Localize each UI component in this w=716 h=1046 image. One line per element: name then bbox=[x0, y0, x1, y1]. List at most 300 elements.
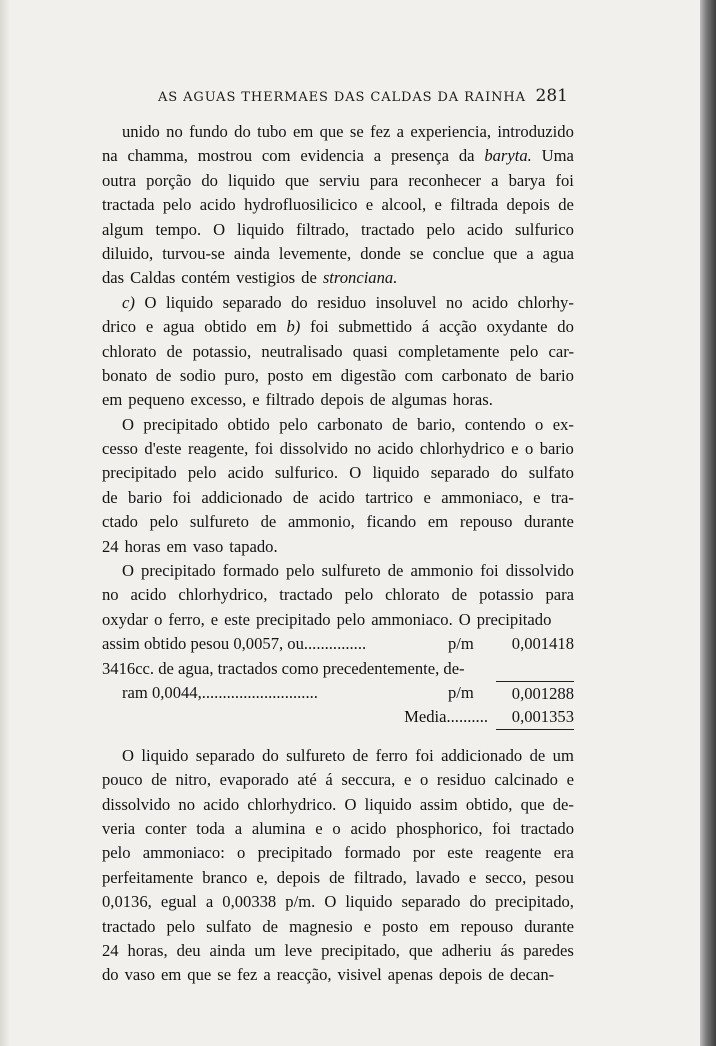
word: que bbox=[408, 940, 433, 960]
word: tractado bbox=[279, 585, 333, 605]
word: obtido bbox=[204, 317, 247, 337]
word: ctado bbox=[102, 512, 138, 532]
word: acido bbox=[318, 487, 355, 507]
word: ammoniaco. bbox=[371, 609, 453, 629]
word: liquido bbox=[345, 892, 393, 912]
word: de bbox=[262, 916, 279, 936]
word: para bbox=[369, 170, 399, 190]
word: de bbox=[488, 965, 504, 985]
text-line bbox=[102, 437, 574, 461]
text-line bbox=[102, 120, 574, 144]
word: O bbox=[122, 745, 134, 765]
word: evaporado bbox=[219, 770, 289, 790]
word: pelo bbox=[166, 916, 196, 936]
word: ás bbox=[500, 940, 515, 960]
word: ferro, bbox=[168, 609, 205, 629]
text-line bbox=[102, 768, 574, 792]
word: foi bbox=[254, 439, 274, 459]
word: separado bbox=[222, 292, 282, 312]
word: toda bbox=[196, 818, 225, 838]
word: O bbox=[144, 292, 157, 312]
word: e bbox=[365, 195, 374, 215]
word: drico bbox=[102, 317, 137, 337]
word: formado bbox=[222, 561, 279, 581]
page-edge-shadow bbox=[700, 0, 716, 1046]
word: a bbox=[234, 818, 243, 838]
word: precipitado bbox=[255, 609, 331, 629]
word: presença bbox=[390, 146, 449, 166]
word: a bbox=[491, 170, 499, 190]
word: com bbox=[404, 365, 434, 385]
word: pequeno bbox=[128, 390, 185, 410]
word: contendo bbox=[464, 414, 526, 434]
text-line bbox=[102, 388, 574, 412]
word: era bbox=[553, 843, 574, 863]
word: potassio bbox=[479, 585, 534, 605]
word: stronciana. bbox=[322, 268, 398, 288]
word: um bbox=[552, 745, 574, 765]
word: acido bbox=[130, 585, 167, 605]
media-label: Media.......... bbox=[404, 707, 488, 727]
word: quasi bbox=[352, 341, 388, 361]
page-number: 281 bbox=[535, 86, 568, 106]
word: 24 bbox=[102, 536, 119, 556]
measurement-intro-text: 3416cc. de agua, tractados como precedentemente, de- bbox=[102, 658, 465, 678]
word: repouso bbox=[459, 512, 513, 532]
word: O bbox=[458, 609, 471, 629]
word: secco, bbox=[485, 867, 527, 887]
word: em bbox=[311, 365, 333, 385]
word: pelo bbox=[336, 609, 366, 629]
word: visivel bbox=[337, 965, 382, 985]
word: sulfato bbox=[528, 463, 574, 483]
word: tractado bbox=[361, 219, 415, 239]
word: chamma, bbox=[127, 146, 188, 166]
word: e bbox=[315, 818, 323, 838]
word: precipitado bbox=[257, 843, 333, 863]
word: 0,00338 bbox=[222, 892, 277, 912]
measurement-value: 0,001418 bbox=[511, 634, 574, 654]
word: 24 bbox=[102, 940, 119, 960]
word: acido bbox=[199, 195, 236, 215]
word: potassio, bbox=[192, 341, 252, 361]
word: de bbox=[387, 561, 404, 581]
word: contém bbox=[181, 268, 231, 288]
word: tra- bbox=[550, 487, 574, 507]
word: precipitado bbox=[476, 609, 552, 629]
word: e bbox=[566, 770, 574, 790]
word: a bbox=[526, 243, 534, 263]
word: pelo bbox=[279, 414, 308, 434]
word: pelo bbox=[426, 219, 456, 239]
word: do bbox=[291, 292, 308, 312]
word: tartrico bbox=[365, 487, 414, 507]
word: este bbox=[447, 843, 474, 863]
word: reconhecer bbox=[408, 170, 482, 190]
word: barya bbox=[508, 170, 546, 190]
word: para bbox=[545, 585, 574, 605]
word: precipitado bbox=[141, 561, 216, 581]
word: branco bbox=[202, 867, 248, 887]
word: bario bbox=[539, 365, 574, 385]
word: puro, bbox=[224, 365, 259, 385]
word: de bbox=[155, 365, 172, 385]
word: addicionado bbox=[441, 745, 523, 765]
word: dissolvido bbox=[505, 561, 574, 581]
word: das bbox=[102, 268, 125, 288]
word: addicionado bbox=[201, 487, 283, 507]
word: o bbox=[332, 818, 341, 838]
word: em bbox=[429, 916, 450, 936]
word: digestão bbox=[340, 365, 397, 385]
word: ammoniaco, bbox=[441, 487, 523, 507]
word: apenas bbox=[387, 965, 433, 985]
word: de bbox=[451, 585, 468, 605]
word: da bbox=[458, 146, 475, 166]
word: pelo bbox=[187, 463, 217, 483]
word: evidencia bbox=[300, 146, 364, 166]
word: cesso bbox=[102, 439, 138, 459]
word: do bbox=[102, 965, 119, 985]
word: horas. bbox=[452, 390, 493, 410]
word: mostrou bbox=[197, 146, 253, 166]
word: tractado bbox=[102, 916, 156, 936]
word: assim bbox=[419, 794, 458, 814]
word: submettido bbox=[338, 317, 413, 337]
text-line bbox=[102, 242, 574, 266]
word: formado bbox=[344, 843, 401, 863]
word: dissolvido bbox=[102, 794, 171, 814]
word: tubo bbox=[257, 122, 287, 141]
word: filtrado bbox=[265, 390, 315, 410]
word: vestigios bbox=[236, 268, 296, 288]
measurement-row-2 bbox=[102, 681, 574, 705]
word: e bbox=[145, 317, 154, 337]
word: sulfurico bbox=[514, 219, 574, 239]
word: em bbox=[292, 122, 314, 141]
word: residuo bbox=[317, 292, 367, 312]
word: filtrado, bbox=[296, 219, 350, 239]
word: acido bbox=[377, 439, 414, 459]
word: ex- bbox=[552, 414, 574, 434]
text-line bbox=[102, 169, 574, 193]
word: chlorato bbox=[385, 585, 440, 605]
word: Uma bbox=[541, 146, 574, 166]
word: em bbox=[166, 536, 187, 556]
word: hydrofluosilicico bbox=[244, 195, 358, 215]
word: de bbox=[369, 390, 386, 410]
text-line bbox=[102, 890, 574, 914]
word: o bbox=[237, 843, 246, 863]
word: algum bbox=[102, 219, 144, 239]
word: na bbox=[102, 146, 118, 166]
word: o bbox=[535, 414, 544, 434]
word: vaso bbox=[124, 965, 156, 985]
word: separado bbox=[195, 745, 255, 765]
word: reagente bbox=[485, 843, 542, 863]
text-line bbox=[102, 841, 574, 865]
word: do bbox=[500, 463, 518, 483]
word: bario bbox=[128, 487, 163, 507]
text-line bbox=[102, 193, 574, 217]
word: pelo bbox=[102, 843, 131, 863]
word: acido bbox=[467, 219, 503, 239]
word: depois bbox=[276, 867, 321, 887]
word: c) bbox=[122, 292, 135, 312]
word: chlorhy- bbox=[517, 292, 574, 312]
media-row bbox=[102, 705, 574, 729]
word: diluido, bbox=[102, 243, 154, 263]
word: durante bbox=[524, 916, 574, 936]
word: O bbox=[324, 892, 337, 912]
page-header bbox=[158, 86, 568, 110]
word: precipitado, bbox=[495, 892, 574, 912]
word: pelo bbox=[344, 585, 374, 605]
word: que bbox=[493, 243, 518, 263]
word: algumas bbox=[391, 390, 447, 410]
word: serviu bbox=[319, 170, 360, 190]
word: de bbox=[301, 268, 317, 288]
text-line bbox=[102, 510, 574, 534]
word: filtrada bbox=[450, 195, 499, 215]
word: e bbox=[363, 916, 372, 936]
text-line bbox=[102, 413, 574, 437]
word: introduzido bbox=[497, 122, 574, 141]
word: no bbox=[354, 439, 371, 459]
text-line bbox=[102, 963, 574, 987]
word: bario bbox=[539, 439, 574, 459]
word: vaso bbox=[192, 536, 224, 556]
word: carbonato bbox=[441, 365, 508, 385]
word: donde bbox=[360, 243, 401, 263]
word: e bbox=[403, 770, 412, 790]
word: ammonio bbox=[410, 561, 474, 581]
word: no bbox=[166, 122, 183, 141]
text-line bbox=[102, 218, 574, 242]
word: se bbox=[217, 965, 232, 985]
measurement-unit: p/m bbox=[448, 682, 474, 702]
word: este bbox=[224, 609, 250, 629]
word: fundo bbox=[189, 122, 228, 141]
word: depois bbox=[506, 195, 550, 215]
word: d'este bbox=[144, 439, 182, 459]
word: depois bbox=[438, 965, 483, 985]
measurement-row-1 bbox=[102, 632, 574, 656]
word: no bbox=[178, 794, 196, 814]
word: em bbox=[161, 965, 182, 985]
word: pesou bbox=[535, 867, 574, 887]
word: liquido bbox=[372, 463, 420, 483]
word: tapado. bbox=[229, 536, 278, 556]
word: calcinado bbox=[494, 770, 558, 790]
word: do bbox=[469, 892, 487, 912]
word: o bbox=[419, 770, 429, 790]
word: foi bbox=[310, 317, 329, 337]
word: de bbox=[529, 745, 546, 765]
word: e bbox=[252, 390, 260, 410]
word: que bbox=[520, 794, 545, 814]
word: reacção, bbox=[276, 965, 332, 985]
word: precipitado bbox=[143, 414, 219, 434]
word: O bbox=[122, 414, 134, 434]
word: acção bbox=[439, 317, 477, 337]
measurement-unit: p/m bbox=[448, 634, 474, 654]
word: liquido bbox=[228, 170, 276, 190]
word: que bbox=[285, 170, 310, 190]
word: e bbox=[434, 195, 442, 215]
word: levemente, bbox=[278, 243, 352, 263]
word: p/m. bbox=[285, 892, 316, 912]
word: a bbox=[396, 122, 405, 141]
word: e bbox=[423, 487, 431, 507]
text-line bbox=[102, 583, 574, 607]
text-line bbox=[102, 364, 574, 388]
word: e bbox=[533, 487, 541, 507]
word: de bbox=[102, 487, 118, 507]
word: o bbox=[154, 609, 163, 629]
word: com bbox=[261, 146, 291, 166]
paragraph-3 bbox=[102, 413, 574, 559]
body-text bbox=[102, 120, 574, 988]
word: por bbox=[412, 843, 435, 863]
word: seccura, bbox=[341, 770, 396, 790]
word: fez bbox=[370, 122, 391, 141]
word: ainda bbox=[233, 243, 270, 263]
word: foi bbox=[480, 561, 499, 581]
word: em bbox=[427, 512, 449, 532]
word: a bbox=[263, 965, 271, 985]
word: decan- bbox=[509, 965, 555, 985]
word: de bbox=[329, 867, 345, 887]
text-line bbox=[102, 608, 574, 632]
word: a bbox=[205, 892, 214, 912]
word: nitro, bbox=[175, 770, 212, 790]
word: pelo bbox=[149, 512, 179, 532]
word: do bbox=[557, 317, 574, 337]
word: lavado bbox=[415, 867, 460, 887]
word: até bbox=[297, 770, 317, 790]
word: separado bbox=[401, 892, 461, 912]
word: alumina bbox=[251, 818, 306, 838]
word: pelo bbox=[286, 561, 315, 581]
word: que bbox=[319, 122, 344, 141]
word: repouso bbox=[460, 916, 514, 936]
word: e bbox=[511, 439, 519, 459]
word: obtido, bbox=[465, 794, 513, 814]
word: bario, bbox=[417, 414, 456, 434]
word: á bbox=[325, 770, 333, 790]
word: chlorato bbox=[102, 341, 157, 361]
text-line bbox=[102, 461, 574, 485]
word: veria bbox=[102, 818, 136, 838]
word: baryta. bbox=[484, 146, 532, 166]
text-line bbox=[102, 817, 574, 841]
word: bonato bbox=[102, 365, 148, 385]
word: liquido bbox=[237, 219, 285, 239]
word: precipitado bbox=[102, 463, 177, 483]
word: conclue bbox=[432, 243, 485, 263]
word: á bbox=[421, 317, 430, 337]
word: e, bbox=[256, 867, 268, 887]
word: um bbox=[254, 940, 276, 960]
word: liquido bbox=[364, 794, 412, 814]
word: carbonato bbox=[317, 414, 383, 434]
text-line bbox=[102, 535, 574, 559]
word: horas bbox=[124, 536, 161, 556]
word: pouco bbox=[102, 770, 143, 790]
text-line bbox=[102, 744, 574, 768]
word: tempo. bbox=[155, 219, 202, 239]
word: separado bbox=[430, 463, 490, 483]
word: experiencia, bbox=[410, 122, 492, 141]
word: tractado bbox=[520, 818, 574, 838]
word: porção bbox=[146, 170, 192, 190]
paragraph-2 bbox=[102, 291, 574, 413]
word: fez bbox=[237, 965, 258, 985]
word: unido bbox=[122, 122, 160, 141]
word: horas, bbox=[127, 940, 168, 960]
word: completamente bbox=[398, 341, 500, 361]
word: sulfato bbox=[206, 916, 252, 936]
word: leve bbox=[284, 940, 313, 960]
word: acido bbox=[227, 463, 264, 483]
word: sulfurico. bbox=[274, 463, 338, 483]
word: do bbox=[262, 745, 279, 765]
word: ferro bbox=[375, 745, 408, 765]
word: ammoniaco: bbox=[142, 843, 225, 863]
word: pelo bbox=[162, 195, 192, 215]
word: posto bbox=[267, 365, 304, 385]
word: turvou-se bbox=[162, 243, 225, 263]
word: foi bbox=[172, 487, 191, 507]
word: sulfureto bbox=[321, 561, 381, 581]
word: de bbox=[515, 365, 532, 385]
word: se bbox=[409, 243, 424, 263]
word: outra bbox=[102, 170, 137, 190]
word: insoluvel bbox=[375, 292, 437, 312]
word: foi bbox=[492, 818, 511, 838]
word: o bbox=[524, 439, 534, 459]
word: chlorhydrico. bbox=[247, 794, 337, 814]
word: O bbox=[349, 463, 362, 483]
word: depois bbox=[320, 390, 364, 410]
word: alcool, bbox=[381, 195, 427, 215]
word: tractada bbox=[102, 195, 155, 215]
word: de bbox=[392, 414, 408, 434]
word: O bbox=[122, 561, 134, 581]
word: e bbox=[210, 609, 219, 629]
word: O bbox=[213, 219, 226, 239]
word: se bbox=[349, 122, 364, 141]
word: foi bbox=[555, 170, 574, 190]
word: perfeitamente bbox=[102, 867, 194, 887]
word: de bbox=[352, 745, 369, 765]
text-line bbox=[102, 486, 574, 510]
word: ficando bbox=[366, 512, 417, 532]
word: chlorhydrico, bbox=[178, 585, 268, 605]
word: acido bbox=[203, 794, 240, 814]
word: que bbox=[187, 965, 212, 985]
word: car- bbox=[548, 341, 574, 361]
word: pelo bbox=[509, 341, 539, 361]
word: em bbox=[102, 390, 123, 410]
word: de bbox=[260, 512, 277, 532]
text-line bbox=[102, 559, 574, 583]
text-line bbox=[102, 340, 574, 364]
text-line bbox=[102, 315, 574, 339]
text-line bbox=[102, 866, 574, 890]
media-value: 0,001353 bbox=[496, 705, 574, 729]
